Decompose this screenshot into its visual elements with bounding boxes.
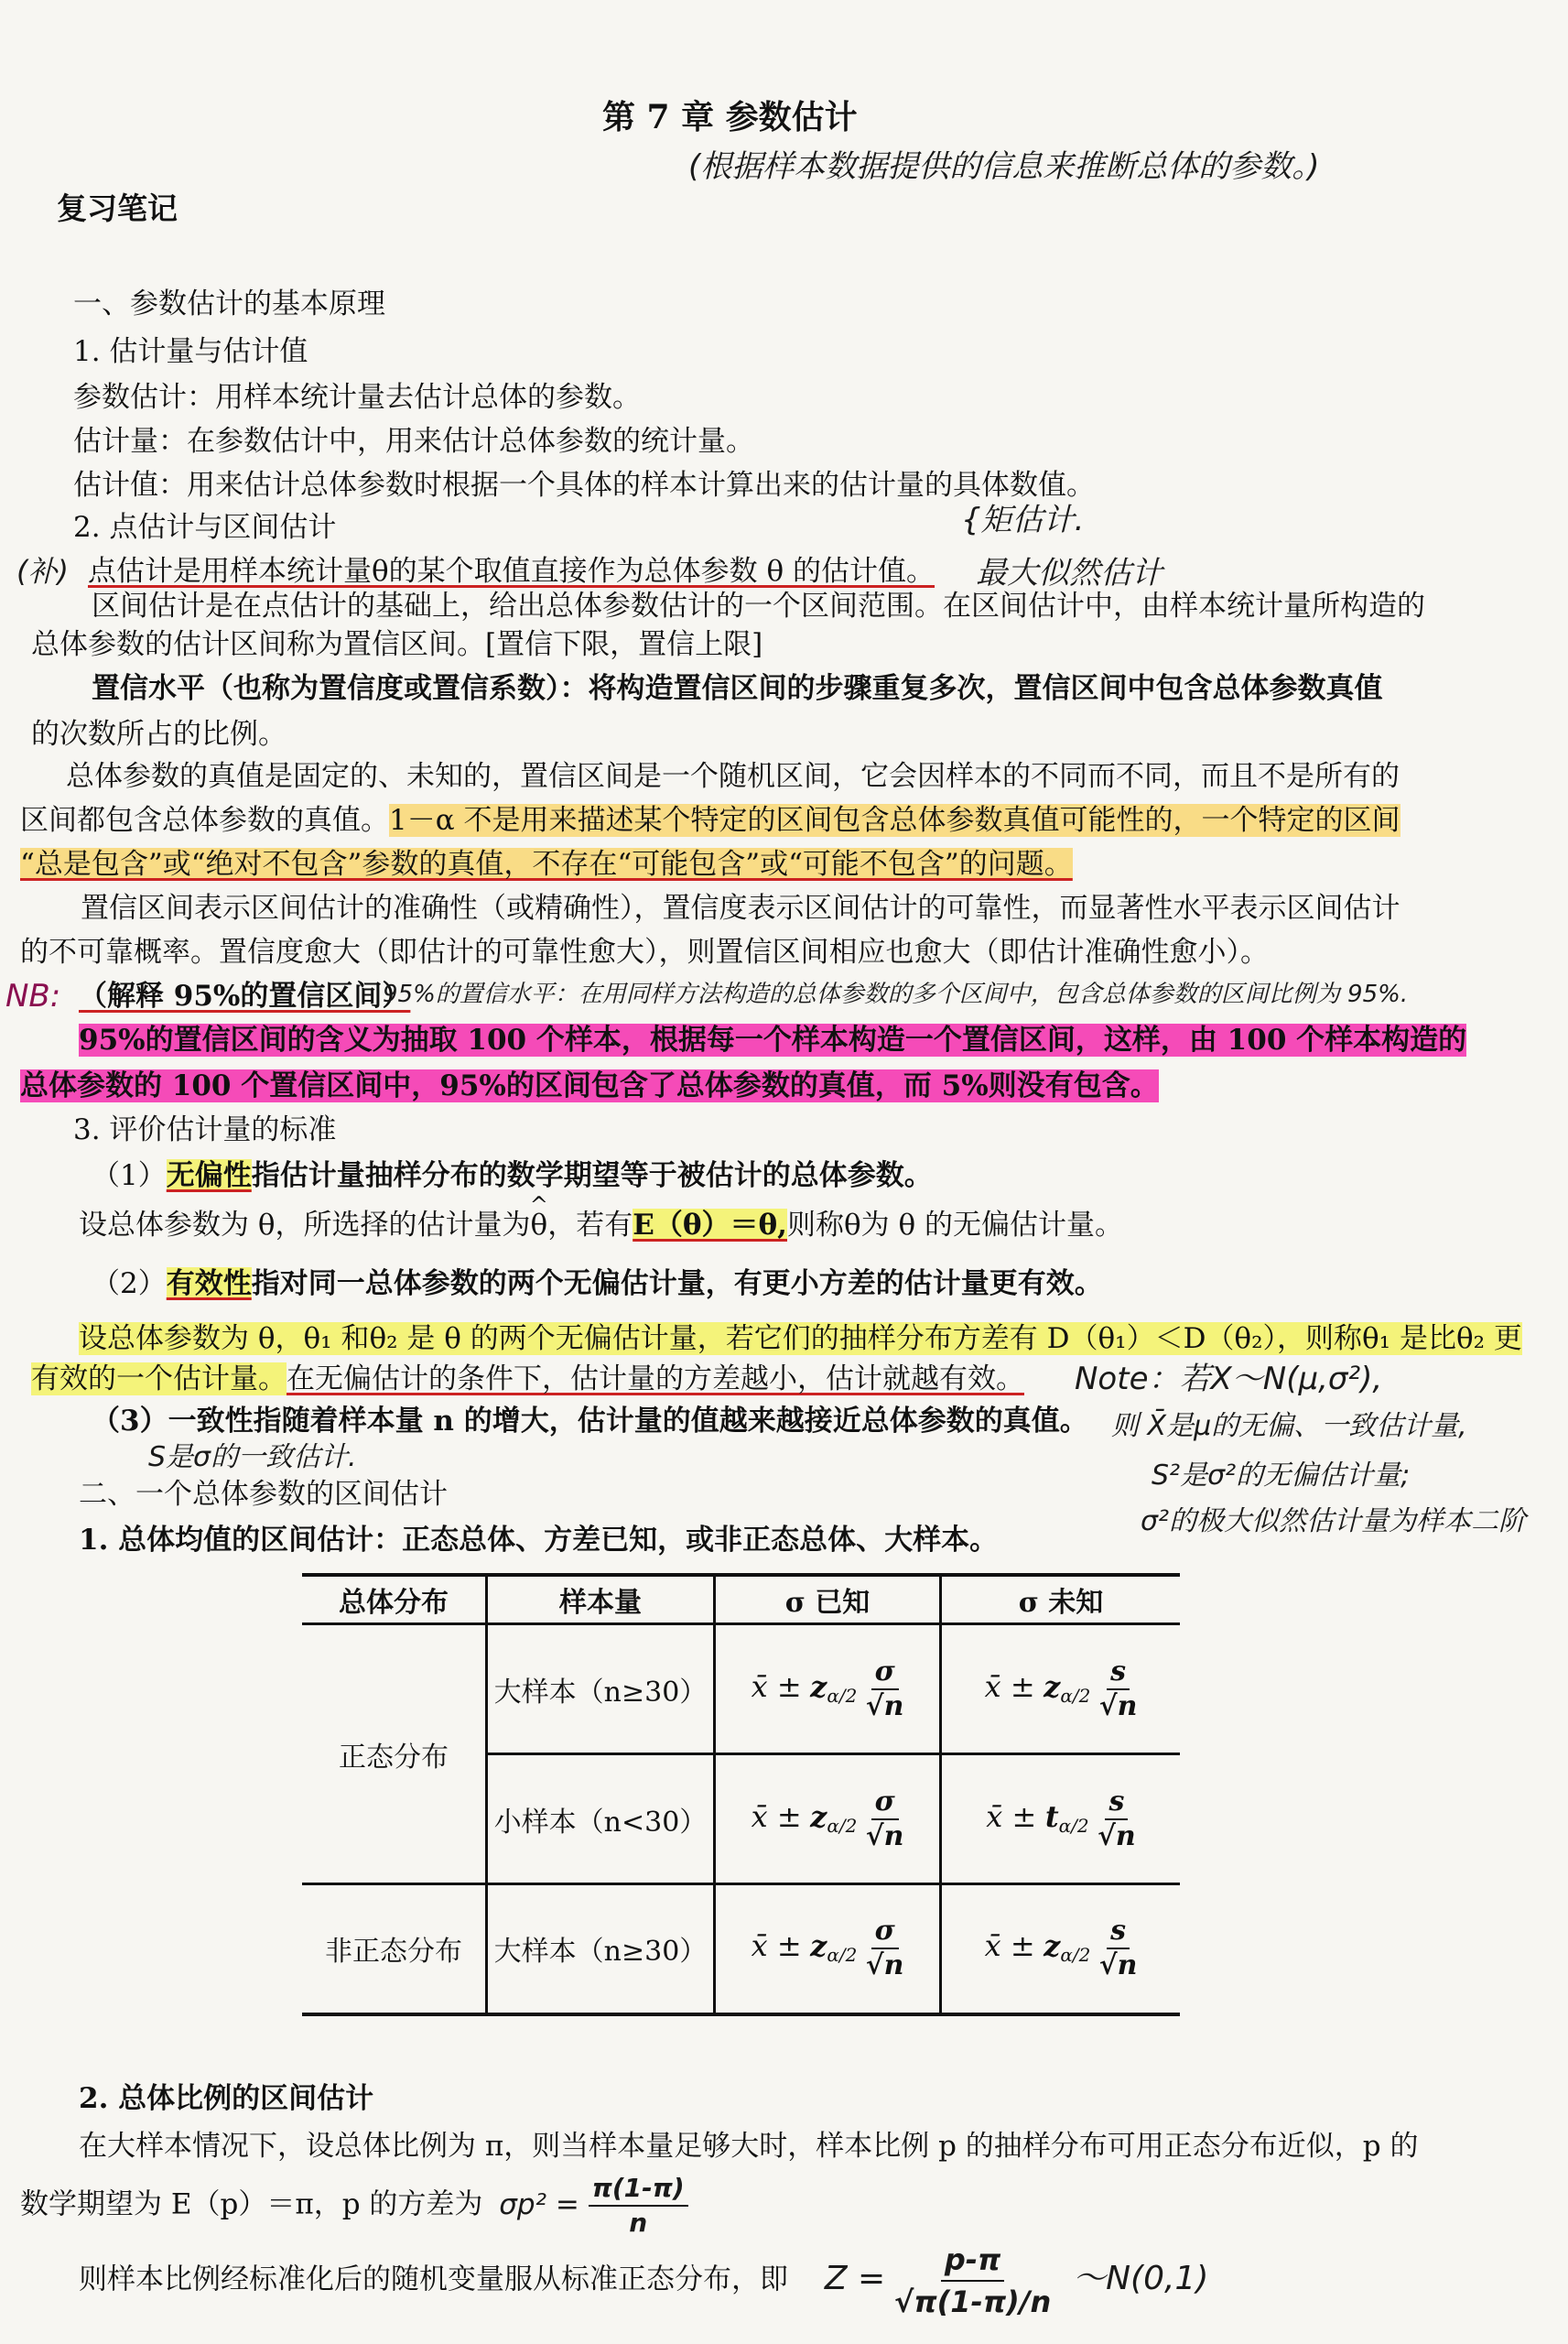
subsection-1-1-heading: 1. 估计量与估计值 <box>73 335 308 368</box>
proportion-text-2: 数学期望为 E（p）＝π，p 的方差为 σp² = $\frac{\pi(1-\pi)}{n}$ <box>20 2172 688 2240</box>
table-cell-nonnormal: 非正态分布 <box>302 1884 487 2014</box>
criterion-efficiency: （2）有效性指对同一总体参数的两个无偏估计量，有更小方差的估计量更有效。 <box>92 1267 1103 1300</box>
table-cell-size: 小样本（n<30） <box>487 1754 715 1884</box>
table-cell-unknown-formula: x̄ ± $z_{\alpha/2}$ $\frac{s}{√n}$ <box>941 1884 1181 2014</box>
table-cell-unknown-formula: x̄ ± $z_{\alpha/2}$ $\frac{s}{√n}$ <box>941 1624 1181 1754</box>
efficiency-formula-line: 设总体参数为 θ，θ₁ 和θ₂ 是 θ 的两个无偏估计量，若它们的抽样分布方差有 D（θ₁）＜D（θ₂），则称θ₁ 是比θ₂ 更 <box>79 1322 1522 1355</box>
term-unbiasedness: 无偏性 <box>166 1159 252 1192</box>
table-cell-size: 大样本（n≥30） <box>487 1884 715 2014</box>
variance-formula: $\frac{\pi(1-\pi)}{n}$ <box>589 2172 688 2240</box>
efficiency-conclusion: 有效的一个估计量。在无偏估计的条件下，估计量的方差越小，估计就越有效。 <box>31 1362 1024 1395</box>
table-cell-unknown-formula: x̄ ± $t_{\alpha/2}$ $\frac{s}{√n}$ <box>941 1754 1181 1884</box>
subsection-2-2-heading: 2. 总体比例的区间估计 <box>79 2082 374 2115</box>
table-cell-known-formula: x̄ ± $z_{\alpha/2}$ $\frac{\sigma}{√n}$ <box>715 1754 941 1884</box>
interval-estimation-text-2: 总体参数的估计区间称为置信区间。[置信下限，置信上限] <box>31 628 763 661</box>
section-1-heading: 一、参数估计的基本原理 <box>73 288 385 320</box>
table-cell-normal: 正态分布 <box>302 1624 487 1884</box>
handwritten-note-line-4: σ²的极大似然估计量为样本二阶 <box>1141 1505 1527 1537</box>
proportion-text-1: 在大样本情况下，设总体比例为 π，则当样本量足够大时，样本比例 p 的抽样分布可用正态分布近似，p 的 <box>79 2130 1419 2163</box>
section-2-heading: 二、一个总体参数的区间估计 <box>79 1478 448 1511</box>
subsection-1-3-heading: 3. 评价估计量的标准 <box>73 1113 337 1146</box>
criterion-unbiasedness: （1）无偏性指估计量抽样分布的数学期望等于被估计的总体参数。 <box>92 1159 933 1192</box>
highlight-95-meaning-2: 总体参数的 100 个置信区间中，95%的区间包含了总体参数的真值，而 5%则没有包含。 <box>20 1069 1159 1102</box>
highlight-alpha-meaning: 1－α 不是用来描述某个特定的区间包含总体参数真值可能性的，一个特定的区间 <box>389 804 1400 837</box>
subsection-2-1-heading: 1. 总体均值的区间估计：正态总体、方差已知，或非正态总体、大样本。 <box>79 1524 999 1557</box>
confidence-level-text-1: 置信水平（也称为置信度或置信系数）：将构造置信区间的步骤重复多次，置信区间中包含总体参数真值 <box>92 672 1383 705</box>
true-value-text-2: 区间都包含总体参数的真值。1－α 不是用来描述某个特定的区间包含总体参数真值可能性的，一个特定的区间 <box>20 804 1400 837</box>
table-header-sample-size: 样本量 <box>487 1575 715 1624</box>
section-label: 复习笔记 <box>57 190 178 226</box>
table-cell-known-formula: x̄ ± $z_{\alpha/2}$ $\frac{\sigma}{√n}$ <box>715 1624 941 1754</box>
table-cell-size: 大样本（n≥30） <box>487 1624 715 1754</box>
handwritten-method-mle: 最大似然估计 <box>976 555 1162 591</box>
highlight-95-meaning-1: 95%的置信区间的含义为抽取 100 个样本，根据每一个样本构造一个置信区间，这样，由 100 个样本构造的 <box>79 1024 1467 1057</box>
handwritten-method-moment: {矩估计. <box>961 502 1085 538</box>
handwritten-s-consistent: S是σ的一致估计. <box>148 1441 357 1473</box>
accuracy-text-1: 置信区间表示区间估计的准确性（或精确性），置信度表示区间估计的可靠性，而显著性水平表示区间估计 <box>81 892 1400 925</box>
subsection-1-2-heading: 2. 点估计与区间估计 <box>73 511 337 544</box>
meaning-95-text-2 <box>20 1066 1159 1106</box>
table-header-distribution: 总体分布 <box>302 1575 487 1624</box>
table-header-sigma-known: σ 已知 <box>715 1575 941 1624</box>
proportion-text-3: 则样本比例经标准化后的随机变量服从标准正态分布，即 Z = $\frac{p-\pi}{√\pi(1-\pi)/n}$ ～N(0,1) <box>79 2240 1208 2322</box>
handwritten-note-line-3: S²是σ²的无偏估计量; <box>1152 1460 1411 1492</box>
mean-interval-table <box>302 1573 1180 2016</box>
handwritten-note-line-1: Note：若X～N(μ,σ²), <box>1075 1361 1383 1397</box>
handwritten-supplement-mark: (补) <box>16 554 69 589</box>
handwritten-answer-mark: NB: <box>5 978 61 1015</box>
unbiased-condition: E（θ）＝θ, <box>633 1209 787 1242</box>
table-header-sigma-unknown: σ 未知 <box>941 1575 1181 1624</box>
definition-estimate: 估计值：用来估计总体参数时根据一个具体的样本计算出来的估计量的具体数值。 <box>73 469 1095 502</box>
highlight-contains-or-not: “总是包含”或“绝对不包含”参数的真值，不存在“可能包含”或“可能不包含”的问题。 <box>20 848 1073 881</box>
criterion-consistency: （3）一致性指随着样本量 n 的增大，估计量的值越来越接近总体参数的真值。 <box>92 1405 1088 1438</box>
page-title: 第 7 章 参数估计 <box>602 98 858 136</box>
handwritten-95-explanation: 95%的置信水平：在用同样方法构造的总体参数的多个区间中，包含总体参数的区间比例为 95%. <box>383 981 1409 1008</box>
z-formula: $\frac{p-\pi}{√\pi(1-\pi)/n}$ <box>894 2240 1051 2322</box>
true-value-text-3 <box>20 844 1073 884</box>
table-cell-known-formula: x̄ ± $z_{\alpha/2}$ $\frac{\sigma}{√n}$ <box>715 1884 941 2014</box>
explain-95-label: （解释 95%的置信区间） <box>79 980 411 1013</box>
unbiasedness-formula-line: 设总体参数为 θ，所选择的估计量为^ θ，若有E（θ）＝θ,则称θ为 θ 的无偏估计量。 <box>79 1205 1123 1245</box>
definition-parameter-estimation: 参数估计：用样本统计量去估计总体的参数。 <box>73 381 641 414</box>
interval-estimation-text-1: 区间估计是在点估计的基础上，给出总体参数估计的一个区间范围。在区间估计中，由样本统计量所构造的 <box>92 590 1425 623</box>
point-estimation-sentence: 点估计是用样本统计量θ的某个取值直接作为总体参数 θ 的估计值。 <box>88 555 935 588</box>
definition-estimator: 估计量：在参数估计中，用来估计总体参数的统计量。 <box>73 425 754 458</box>
title-handwritten-note: (根据样本数据提供的信息来推断总体的参数。) <box>688 148 1320 185</box>
true-value-text-1: 总体参数的真值是固定的、未知的，置信区间是一个随机区间，它会因样本的不同而不同，而且不是所有的 <box>66 760 1400 793</box>
meaning-95-text-1 <box>79 1020 1466 1060</box>
accuracy-text-2: 的不可靠概率。置信度愈大（即估计的可靠性愈大），则置信区间相应也愈大（即估计准确性愈小）。 <box>20 936 1269 969</box>
handwritten-note-line-2: 则 X̄是μ的无偏、一致估计量, <box>1111 1410 1467 1442</box>
term-efficiency: 有效性 <box>166 1267 252 1300</box>
confidence-level-text-2: 的次数所占的比例。 <box>31 718 287 751</box>
